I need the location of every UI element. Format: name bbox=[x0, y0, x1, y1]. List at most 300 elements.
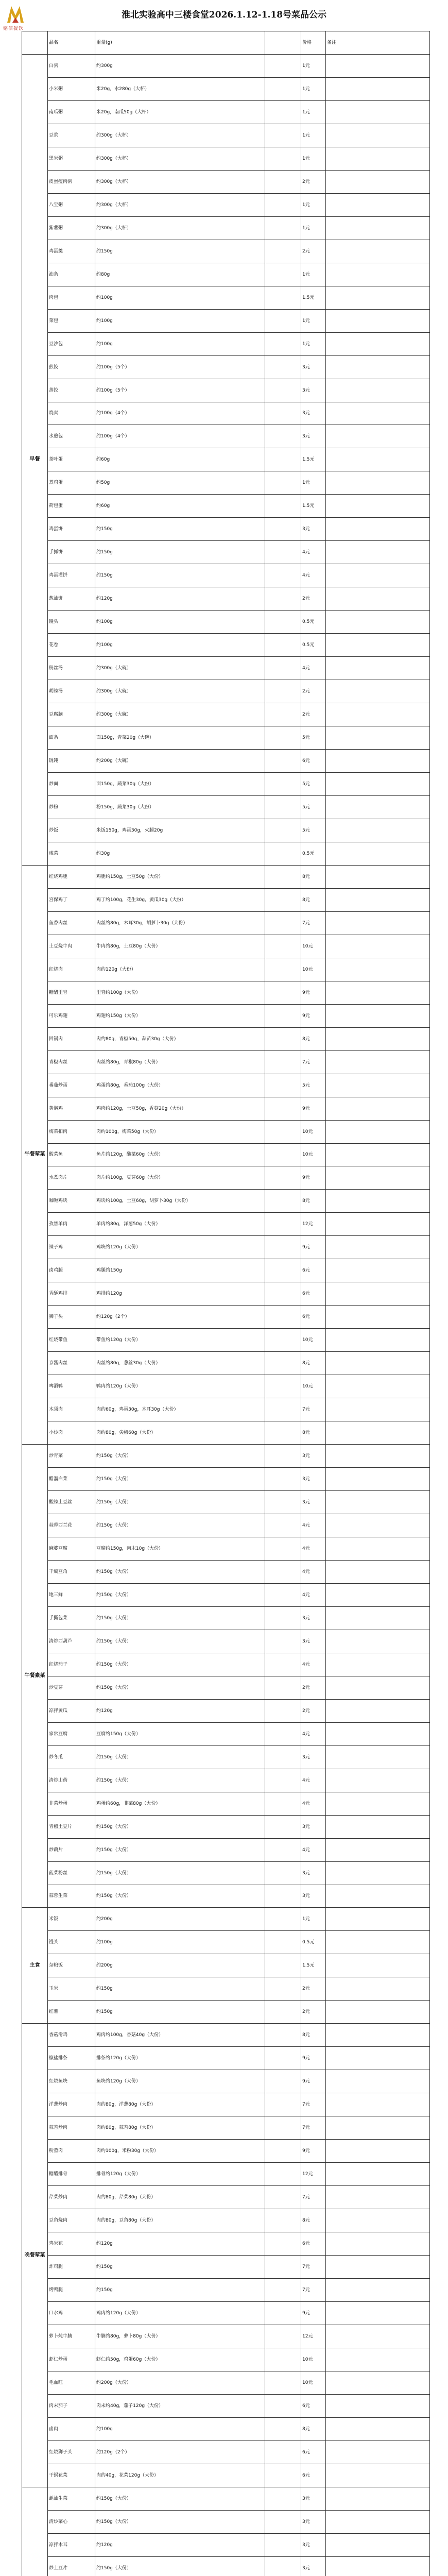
dish-note bbox=[326, 2394, 430, 2417]
table-row bbox=[22, 240, 430, 263]
table-row bbox=[22, 425, 430, 448]
dish-name: 青椒肉丝 bbox=[48, 1050, 95, 1074]
dish-price: 10元 bbox=[301, 1375, 326, 1398]
dish-price: 10元 bbox=[301, 1120, 326, 1143]
dish-name: 炒冬瓜 bbox=[48, 1745, 95, 1769]
dish-note bbox=[326, 471, 430, 495]
table-row bbox=[22, 309, 430, 332]
dish-weight: 米饭150g，鸡蛋30g，火腿20g bbox=[95, 819, 265, 842]
dish-note bbox=[326, 495, 430, 518]
dish-note bbox=[326, 1491, 430, 1514]
dish-price: 3元 bbox=[301, 1745, 326, 1769]
dish-weight: 约150g（大份） bbox=[95, 2510, 265, 2533]
empty-cell bbox=[265, 958, 301, 981]
dish-price: 9元 bbox=[301, 1097, 326, 1120]
empty-cell bbox=[265, 1560, 301, 1583]
dish-price: 3元 bbox=[301, 518, 326, 541]
dish-name: 胡辣汤 bbox=[48, 680, 95, 703]
empty-cell bbox=[265, 495, 301, 518]
dish-price: 0.5元 bbox=[301, 634, 326, 657]
table-row bbox=[22, 2348, 430, 2371]
dish-note bbox=[326, 2093, 430, 2116]
dish-name: 南瓜粥 bbox=[48, 100, 95, 124]
dish-price: 1元 bbox=[301, 147, 326, 170]
dish-name: 馄饨 bbox=[48, 750, 95, 773]
dish-note bbox=[326, 1653, 430, 1676]
empty-cell bbox=[265, 2232, 301, 2256]
dish-note bbox=[326, 1560, 430, 1583]
dish-name: 木须肉 bbox=[48, 1398, 95, 1421]
dish-note bbox=[326, 773, 430, 796]
dish-weight: 约150g（大份） bbox=[95, 1769, 265, 1792]
dish-name: 清炒山药 bbox=[48, 1769, 95, 1792]
dish-weight: 约60g bbox=[95, 448, 265, 471]
table-row bbox=[22, 2209, 430, 2232]
table-row bbox=[22, 1653, 430, 1676]
table-row bbox=[22, 1306, 430, 1329]
dish-price: 9元 bbox=[301, 2140, 326, 2163]
dish-name: 杂粮饭 bbox=[48, 1954, 95, 1977]
dish-weight: 约300g（大杯） bbox=[95, 216, 265, 240]
table-row bbox=[22, 2510, 430, 2533]
dish-note bbox=[326, 1027, 430, 1050]
dish-weight: 约50g bbox=[95, 471, 265, 495]
table-row bbox=[22, 1699, 430, 1722]
dish-note bbox=[326, 1908, 430, 1931]
dish-name: 面条 bbox=[48, 726, 95, 750]
dish-name: 啤酒鸭 bbox=[48, 1375, 95, 1398]
empty-cell bbox=[265, 2209, 301, 2232]
dish-price: 1.5元 bbox=[301, 1954, 326, 1977]
dish-weight: 约300g（大杯） bbox=[95, 193, 265, 216]
dish-note bbox=[326, 147, 430, 170]
dish-weight: 约150g（大份） bbox=[95, 1838, 265, 1861]
dish-weight: 约120g bbox=[95, 2533, 265, 2556]
empty-cell bbox=[265, 2464, 301, 2487]
dish-weight: 约150g（大份） bbox=[95, 1491, 265, 1514]
table-row bbox=[22, 1074, 430, 1097]
dish-price: 6元 bbox=[301, 750, 326, 773]
dish-note bbox=[326, 216, 430, 240]
empty-cell bbox=[265, 263, 301, 286]
table-row bbox=[22, 2441, 430, 2464]
empty-cell bbox=[265, 611, 301, 634]
dish-price: 5元 bbox=[301, 795, 326, 819]
dish-price: 6元 bbox=[301, 1282, 326, 1306]
dish-weight: 约150g（大份） bbox=[95, 1861, 265, 1885]
dish-note bbox=[326, 425, 430, 448]
dish-weight: 约150g（大份） bbox=[95, 1468, 265, 1491]
table-row bbox=[22, 1769, 430, 1792]
dish-weight: 鸡腿约150g，土豆50g（大份） bbox=[95, 865, 265, 888]
header-empty bbox=[265, 31, 301, 55]
dish-price: 9元 bbox=[301, 1166, 326, 1190]
table-row bbox=[22, 100, 430, 124]
dish-price: 4元 bbox=[301, 1583, 326, 1606]
dish-name: 豆沙包 bbox=[48, 332, 95, 355]
dish-note bbox=[326, 680, 430, 703]
dish-note bbox=[326, 1606, 430, 1630]
dish-weight: 约150g（大份） bbox=[95, 2556, 265, 2576]
dish-name: 家常豆腐 bbox=[48, 1722, 95, 1745]
dish-name: 花卷 bbox=[48, 634, 95, 657]
dish-weight: 约100g（5个） bbox=[95, 379, 265, 402]
empty-cell bbox=[265, 1306, 301, 1329]
dish-name: 椒盐排条 bbox=[48, 2047, 95, 2070]
dish-weight: 约150g bbox=[95, 240, 265, 263]
dish-name: 红烧带鱼 bbox=[48, 1329, 95, 1352]
dish-name: 炒面 bbox=[48, 773, 95, 796]
dish-note bbox=[326, 332, 430, 355]
table-row bbox=[22, 77, 430, 100]
dish-weight: 肉约80g，蒜苔80g（大份） bbox=[95, 2116, 265, 2140]
dish-note bbox=[326, 2070, 430, 2093]
dish-price: 6元 bbox=[301, 1259, 326, 1282]
empty-cell bbox=[265, 2070, 301, 2093]
table-row bbox=[22, 1329, 430, 1352]
empty-cell bbox=[265, 1375, 301, 1398]
dish-note bbox=[326, 842, 430, 865]
table-row bbox=[22, 448, 430, 471]
dish-weight: 鸡腿约150g bbox=[95, 1259, 265, 1282]
dish-price: 10元 bbox=[301, 958, 326, 981]
empty-cell bbox=[265, 1908, 301, 1931]
dish-price: 3元 bbox=[301, 1861, 326, 1885]
dish-weight: 约300g（大杯） bbox=[95, 147, 265, 170]
dish-weight: 约300g（大碗） bbox=[95, 703, 265, 726]
empty-cell bbox=[265, 2487, 301, 2510]
dish-price: 10元 bbox=[301, 2371, 326, 2394]
dish-note bbox=[326, 1236, 430, 1259]
dish-note bbox=[326, 309, 430, 332]
dish-name: 炒土豆片 bbox=[48, 2556, 95, 2576]
dish-note bbox=[326, 657, 430, 680]
dish-name: 黑米粥 bbox=[48, 147, 95, 170]
dish-note bbox=[326, 1375, 430, 1398]
dish-note bbox=[326, 77, 430, 100]
dish-note bbox=[326, 170, 430, 193]
table-row bbox=[22, 888, 430, 911]
dish-price: 9元 bbox=[301, 2070, 326, 2093]
dish-weight: 米20g，水280g（大杯） bbox=[95, 77, 265, 100]
dish-price: 9元 bbox=[301, 1236, 326, 1259]
empty-cell bbox=[265, 425, 301, 448]
dish-name: 粉丝汤 bbox=[48, 657, 95, 680]
table-row bbox=[22, 2394, 430, 2417]
dish-weight: 约150g（大份） bbox=[95, 1560, 265, 1583]
table-row bbox=[22, 587, 430, 611]
page-title: 淮北实验高中三楼食堂2026.1.12-1.18号菜品公示 bbox=[121, 10, 327, 20]
dish-name: 酸菜鱼 bbox=[48, 1143, 95, 1166]
table-row bbox=[22, 2163, 430, 2186]
dish-note bbox=[326, 2487, 430, 2510]
table-row bbox=[22, 471, 430, 495]
dish-note bbox=[326, 2256, 430, 2279]
empty-cell bbox=[265, 2301, 301, 2325]
dish-weight: 约120g bbox=[95, 2232, 265, 2256]
dish-price: 8元 bbox=[301, 1190, 326, 1213]
dish-weight: 约150g（大份） bbox=[95, 1514, 265, 1537]
dish-note bbox=[326, 750, 430, 773]
dish-price: 1元 bbox=[301, 100, 326, 124]
table-row bbox=[22, 935, 430, 958]
header-price: 价格 bbox=[301, 31, 326, 55]
dish-name: 口水鸡 bbox=[48, 2301, 95, 2325]
dish-name: 宫保鸡丁 bbox=[48, 888, 95, 911]
dish-price: 3元 bbox=[301, 1606, 326, 1630]
dish-note bbox=[326, 1815, 430, 1838]
empty-cell bbox=[265, 2371, 301, 2394]
table-row bbox=[22, 1560, 430, 1583]
dish-weight: 约60g bbox=[95, 495, 265, 518]
empty-cell bbox=[265, 240, 301, 263]
dish-name: 红烧肉 bbox=[48, 958, 95, 981]
dish-note bbox=[326, 100, 430, 124]
table-row bbox=[22, 1815, 430, 1838]
dish-weight: 豆腐约150g，肉末10g（大份） bbox=[95, 1537, 265, 1560]
dish-price: 2元 bbox=[301, 170, 326, 193]
dish-price: 9元 bbox=[301, 981, 326, 1004]
dish-note bbox=[326, 2116, 430, 2140]
table-row bbox=[22, 54, 430, 77]
table-row bbox=[22, 518, 430, 541]
dish-price: 4元 bbox=[301, 1514, 326, 1537]
empty-cell bbox=[265, 1861, 301, 1885]
dish-name: 蚝油生菜 bbox=[48, 2487, 95, 2510]
dish-weight: 约100g bbox=[95, 2417, 265, 2441]
empty-cell bbox=[265, 1838, 301, 1861]
dish-name: 鸡蛋灌饼 bbox=[48, 564, 95, 587]
dish-note bbox=[326, 355, 430, 379]
table-row bbox=[22, 1282, 430, 1306]
empty-cell bbox=[265, 541, 301, 564]
empty-cell bbox=[265, 2186, 301, 2209]
empty-cell bbox=[265, 2533, 301, 2556]
dish-note bbox=[326, 2325, 430, 2348]
dish-weight: 鸭肉约120g（大份） bbox=[95, 1375, 265, 1398]
dish-note bbox=[326, 958, 430, 981]
empty-cell bbox=[265, 2256, 301, 2279]
dish-name: 煮鸡蛋 bbox=[48, 471, 95, 495]
dish-name: 虾仁炒蛋 bbox=[48, 2348, 95, 2371]
dish-name: 紫薯粥 bbox=[48, 216, 95, 240]
empty-cell bbox=[265, 1653, 301, 1676]
dish-note bbox=[326, 1120, 430, 1143]
dish-price: 3元 bbox=[301, 1468, 326, 1491]
dish-price: 1元 bbox=[301, 471, 326, 495]
dish-price: 6元 bbox=[301, 2232, 326, 2256]
table-row bbox=[22, 2232, 430, 2256]
table-row bbox=[22, 2116, 430, 2140]
empty-cell bbox=[265, 2441, 301, 2464]
dish-weight: 排骨约120g（大份） bbox=[95, 2163, 265, 2186]
table-row bbox=[22, 611, 430, 634]
dish-price: 3元 bbox=[301, 402, 326, 425]
dish-weight: 带鱼约120g（大份） bbox=[95, 1329, 265, 1352]
dish-name: 玉米 bbox=[48, 1977, 95, 2001]
dish-weight: 鸡丁约100g，花生30g，黄瓜30g（大份） bbox=[95, 888, 265, 911]
dish-price: 1元 bbox=[301, 332, 326, 355]
dish-weight: 约150g（大份） bbox=[95, 1885, 265, 1908]
empty-cell bbox=[265, 1027, 301, 1050]
dish-name: 小米粥 bbox=[48, 77, 95, 100]
dish-name: 糖醋排骨 bbox=[48, 2163, 95, 2186]
dish-name: 孜然羊肉 bbox=[48, 1213, 95, 1236]
dish-weight: 约300g（大杯） bbox=[95, 170, 265, 193]
dish-price: 9元 bbox=[301, 1004, 326, 1027]
dish-name: 蒸饺 bbox=[48, 379, 95, 402]
dish-note bbox=[326, 1329, 430, 1352]
table-row bbox=[22, 495, 430, 518]
dish-note bbox=[326, 1468, 430, 1491]
dish-name: 粉蒸肉 bbox=[48, 2140, 95, 2163]
dish-note bbox=[326, 1398, 430, 1421]
table-row bbox=[22, 2487, 430, 2510]
dish-note bbox=[326, 2301, 430, 2325]
empty-cell bbox=[265, 657, 301, 680]
dish-weight: 约100g（5个） bbox=[95, 355, 265, 379]
header-note: 备注 bbox=[326, 31, 430, 55]
dish-weight: 米20g，南瓜50g（大杯） bbox=[95, 100, 265, 124]
dish-weight: 约100g bbox=[95, 634, 265, 657]
dish-name: 红烧鸡腿 bbox=[48, 865, 95, 888]
dish-weight: 约100g bbox=[95, 1931, 265, 1954]
empty-cell bbox=[265, 1329, 301, 1352]
dish-name: 豆角烧肉 bbox=[48, 2209, 95, 2232]
dish-note bbox=[326, 1306, 430, 1329]
dish-note bbox=[326, 1537, 430, 1560]
dish-price: 5元 bbox=[301, 1074, 326, 1097]
dish-weight: 里脊约100g（大份） bbox=[95, 981, 265, 1004]
table-row bbox=[22, 842, 430, 865]
table-row bbox=[22, 2371, 430, 2394]
table-row bbox=[22, 402, 430, 425]
dish-weight: 肉约60g，鸡蛋30g，木耳30g（大份） bbox=[95, 1398, 265, 1421]
table-row bbox=[22, 1004, 430, 1027]
empty-cell bbox=[265, 2093, 301, 2116]
dish-name: 卤肉 bbox=[48, 2417, 95, 2441]
table-row bbox=[22, 703, 430, 726]
dish-weight: 面150g，青菜20g（大碗） bbox=[95, 726, 265, 750]
empty-cell bbox=[265, 587, 301, 611]
empty-cell bbox=[265, 1143, 301, 1166]
dish-weight: 约120g（2个） bbox=[95, 1306, 265, 1329]
dish-price: 3元 bbox=[301, 2487, 326, 2510]
table-row bbox=[22, 216, 430, 240]
dish-price: 4元 bbox=[301, 1769, 326, 1792]
empty-cell bbox=[265, 865, 301, 888]
dish-note bbox=[326, 1421, 430, 1445]
dish-price: 12元 bbox=[301, 1213, 326, 1236]
dish-price: 1元 bbox=[301, 77, 326, 100]
dish-name: 红烧鱼块 bbox=[48, 2070, 95, 2093]
empty-cell bbox=[265, 1097, 301, 1120]
dish-weight: 约120g bbox=[95, 587, 265, 611]
header-meal bbox=[22, 31, 48, 55]
dish-name: 咸菜 bbox=[48, 842, 95, 865]
empty-cell bbox=[265, 1769, 301, 1792]
table-row bbox=[22, 1514, 430, 1537]
dish-price: 10元 bbox=[301, 935, 326, 958]
dish-price: 3元 bbox=[301, 425, 326, 448]
table-row bbox=[22, 2070, 430, 2093]
dish-note bbox=[326, 1676, 430, 1699]
dish-price: 5元 bbox=[301, 819, 326, 842]
table-row bbox=[22, 750, 430, 773]
dish-note bbox=[326, 1583, 430, 1606]
dish-name: 米饭 bbox=[48, 1908, 95, 1931]
empty-cell bbox=[265, 1699, 301, 1722]
dish-price: 4元 bbox=[301, 541, 326, 564]
menu-body bbox=[22, 54, 430, 2576]
dish-name: 芹菜炒肉 bbox=[48, 2186, 95, 2209]
dish-note bbox=[326, 2186, 430, 2209]
empty-cell bbox=[265, 355, 301, 379]
dish-weight: 鱼块约120g（大份） bbox=[95, 2070, 265, 2093]
table-row bbox=[22, 795, 430, 819]
empty-cell bbox=[265, 1606, 301, 1630]
empty-cell bbox=[265, 1630, 301, 1653]
dish-price: 1.5元 bbox=[301, 286, 326, 309]
dish-weight: 鸡翅约150g（大份） bbox=[95, 1004, 265, 1027]
dish-price: 7元 bbox=[301, 911, 326, 935]
dish-price: 9元 bbox=[301, 2301, 326, 2325]
dish-weight: 约30g bbox=[95, 842, 265, 865]
dish-name: 韭菜炒蛋 bbox=[48, 1792, 95, 1815]
empty-cell bbox=[265, 2394, 301, 2417]
dish-note bbox=[326, 1282, 430, 1306]
empty-cell bbox=[265, 2348, 301, 2371]
dish-weight: 约200g bbox=[95, 1954, 265, 1977]
dish-note bbox=[326, 1445, 430, 1468]
empty-cell bbox=[265, 1931, 301, 1954]
dish-name: 红烧狮子头 bbox=[48, 2441, 95, 2464]
empty-cell bbox=[265, 379, 301, 402]
dish-note bbox=[326, 1977, 430, 2001]
empty-cell bbox=[265, 1445, 301, 1468]
dish-note bbox=[326, 611, 430, 634]
meal-category: 主食 bbox=[22, 1908, 48, 2024]
table-row bbox=[22, 2140, 430, 2163]
dish-weight: 约120g bbox=[95, 1699, 265, 1722]
dish-price: 1元 bbox=[301, 216, 326, 240]
dish-name: 菜包 bbox=[48, 309, 95, 332]
table-row bbox=[22, 1259, 430, 1282]
dish-weight: 约150g bbox=[95, 541, 265, 564]
dish-price: 8元 bbox=[301, 865, 326, 888]
meal-category: 午餐素菜 bbox=[22, 1445, 48, 1908]
dish-weight: 鸡蛋约60g，韭菜80g（大份） bbox=[95, 1792, 265, 1815]
dish-name: 手抓饼 bbox=[48, 541, 95, 564]
dish-weight: 豆腐约150g（大份） bbox=[95, 1722, 265, 1745]
dish-weight: 约120g（2个） bbox=[95, 2441, 265, 2464]
empty-cell bbox=[265, 332, 301, 355]
table-row bbox=[22, 379, 430, 402]
dish-note bbox=[326, 518, 430, 541]
dish-note bbox=[326, 2371, 430, 2394]
dish-name: 红薯 bbox=[48, 2001, 95, 2024]
meal-category: 早餐 bbox=[22, 54, 48, 865]
dish-name: 菠菜粉丝 bbox=[48, 1861, 95, 1885]
empty-cell bbox=[265, 2510, 301, 2533]
dish-price: 0.5元 bbox=[301, 611, 326, 634]
table-row bbox=[22, 2278, 430, 2301]
dish-name: 红烧茄子 bbox=[48, 1653, 95, 1676]
dish-price: 8元 bbox=[301, 2024, 326, 2047]
empty-cell bbox=[265, 1468, 301, 1491]
empty-cell bbox=[265, 564, 301, 587]
dish-price: 3元 bbox=[301, 2556, 326, 2576]
